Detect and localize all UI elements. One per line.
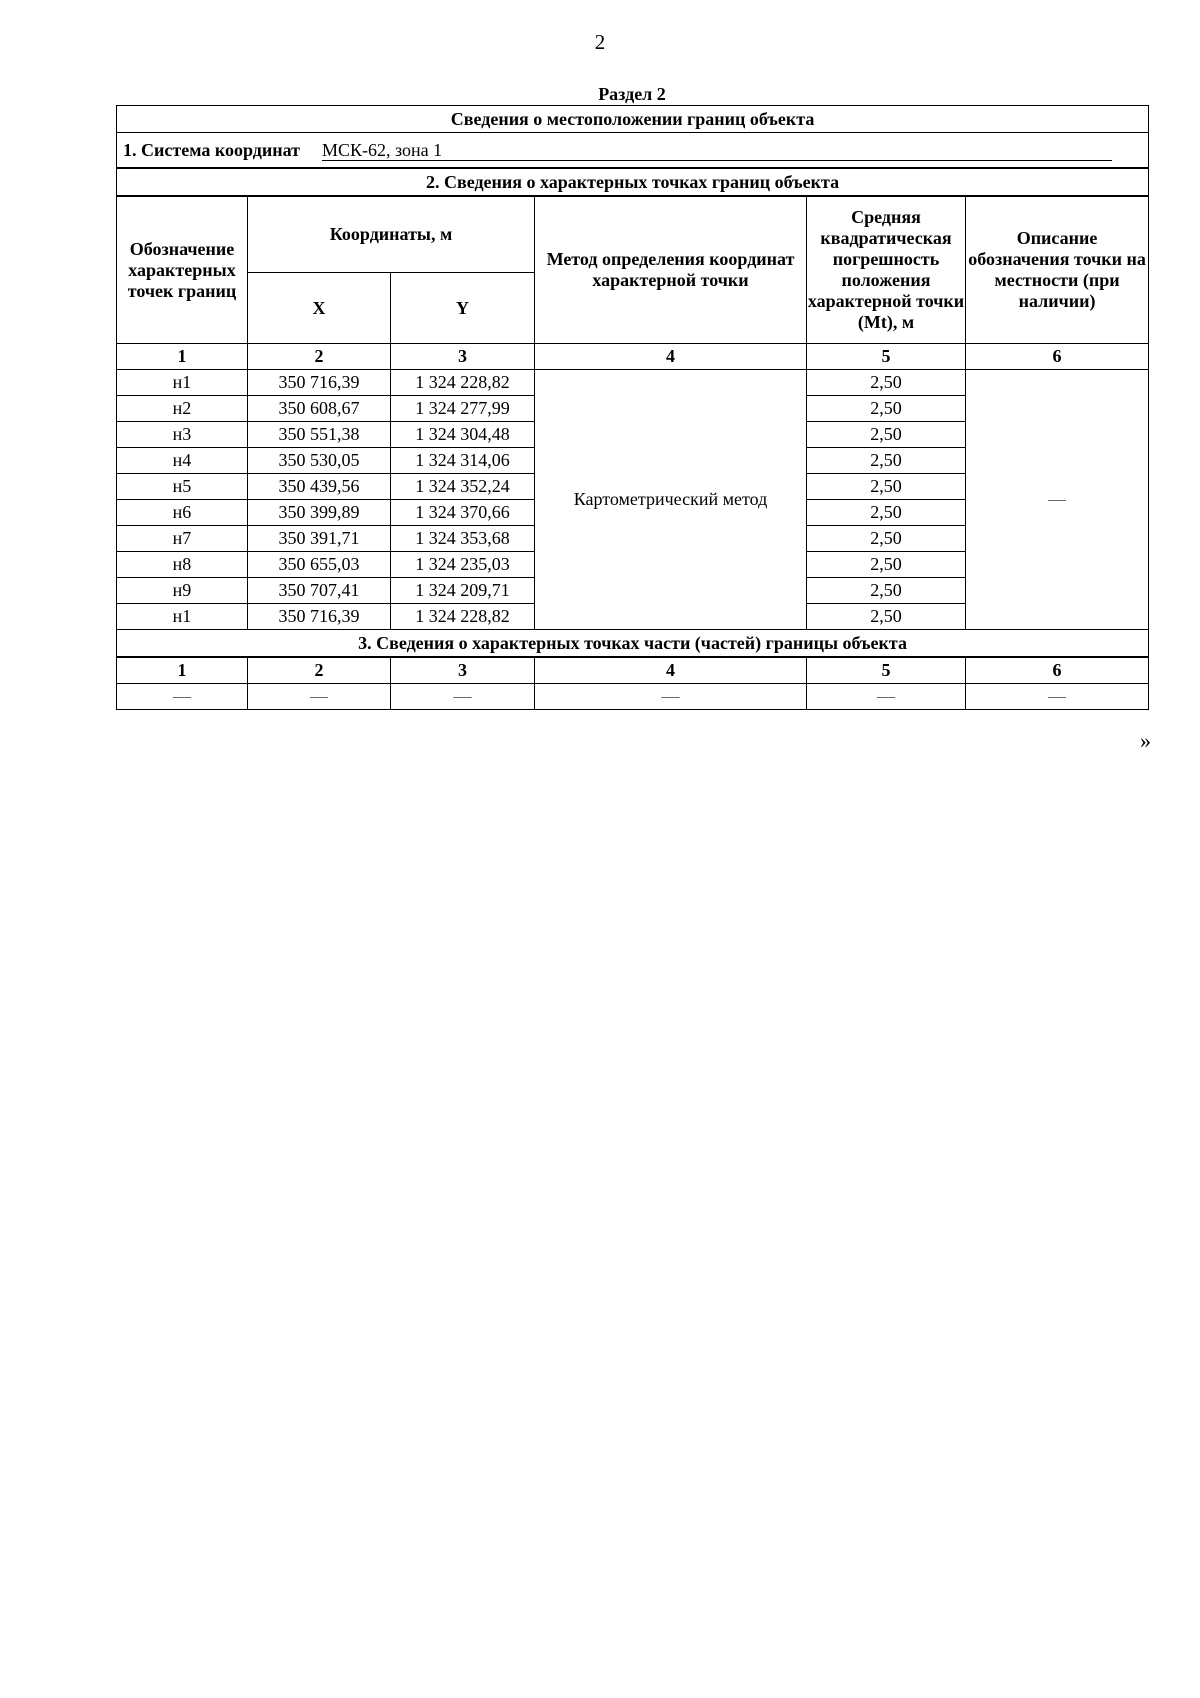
point-mt: 2,50 — [807, 604, 966, 630]
header-description: Описание обозначения точки на местности (при наличии) — [966, 196, 1149, 344]
point-y: 1 324 370,66 — [391, 500, 535, 526]
page-number: 2 — [594, 30, 606, 54]
header-method: Метод определения координат характерной точки — [535, 196, 807, 344]
section2-title: 2. Сведения о характерных точках границ объекта — [117, 168, 1149, 196]
point-x: 350 655,03 — [248, 552, 391, 578]
point-mt: 2,50 — [807, 370, 966, 396]
section3-cell: — — [117, 684, 248, 710]
boundary-table — [116, 105, 1149, 710]
point-mt: 2,50 — [807, 422, 966, 448]
point-y: 1 324 304,48 — [391, 422, 535, 448]
point-x: 350 399,89 — [248, 500, 391, 526]
column-number: 1 — [117, 344, 248, 370]
point-y: 1 324 228,82 — [391, 604, 535, 630]
point-x: 350 551,38 — [248, 422, 391, 448]
point-y: 1 324 228,82 — [391, 370, 535, 396]
column-number: 3 — [391, 657, 535, 684]
point-mt: 2,50 — [807, 448, 966, 474]
point-y: 1 324 209,71 — [391, 578, 535, 604]
column-number: 1 — [117, 657, 248, 684]
column-numbers-row-2 — [117, 657, 1149, 684]
point-x: 350 391,71 — [248, 526, 391, 552]
column-number: 5 — [807, 657, 966, 684]
column-number: 6 — [966, 657, 1149, 684]
table-row — [117, 370, 1149, 396]
column-numbers-row — [117, 344, 1149, 370]
column-number: 5 — [807, 344, 966, 370]
section3-cell: — — [535, 684, 807, 710]
section3-empty-row — [117, 684, 1149, 710]
point-name: н1 — [117, 604, 248, 630]
point-y: 1 324 352,24 — [391, 474, 535, 500]
point-mt: 2,50 — [807, 396, 966, 422]
point-mt: 2,50 — [807, 474, 966, 500]
coord-system-row — [117, 133, 1149, 169]
point-y: 1 324 277,99 — [391, 396, 535, 422]
point-mt: 2,50 — [807, 552, 966, 578]
section3-cell: — — [248, 684, 391, 710]
coord-system-value: МСК-62, зона 1 — [322, 140, 1112, 161]
section-title: Раздел 2 — [598, 84, 666, 104]
section3-title: 3. Сведения о характерных точках части (частей) границы объекта — [117, 630, 1149, 658]
header-x: X — [248, 273, 391, 344]
method-cell: Картометрический метод — [535, 370, 807, 630]
column-number: 6 — [966, 344, 1149, 370]
section3-cell: — — [807, 684, 966, 710]
column-number: 4 — [535, 657, 807, 684]
point-x: 350 707,41 — [248, 578, 391, 604]
column-number: 2 — [248, 344, 391, 370]
point-name: н9 — [117, 578, 248, 604]
header-error: Средняя квадратическая погрешность положения характерной точки (Mt), м — [807, 196, 966, 344]
point-name: н2 — [117, 396, 248, 422]
point-name: н5 — [117, 474, 248, 500]
header-designation: Обозначение характерных точек границ — [117, 196, 248, 344]
column-number: 4 — [535, 344, 807, 370]
table-title: Сведения о местоположении границ объекта — [117, 106, 1149, 133]
point-name: н4 — [117, 448, 248, 474]
column-number: 3 — [391, 344, 535, 370]
point-name: н1 — [117, 370, 248, 396]
point-name: н7 — [117, 526, 248, 552]
description-cell: — — [966, 370, 1149, 630]
point-y: 1 324 235,03 — [391, 552, 535, 578]
point-x: 350 716,39 — [248, 370, 391, 396]
point-y: 1 324 314,06 — [391, 448, 535, 474]
coord-system-label: 1. Система координат — [123, 139, 300, 160]
point-name: н6 — [117, 500, 248, 526]
point-name: н3 — [117, 422, 248, 448]
point-mt: 2,50 — [807, 526, 966, 552]
column-number: 2 — [248, 657, 391, 684]
point-y: 1 324 353,68 — [391, 526, 535, 552]
point-x: 350 608,67 — [248, 396, 391, 422]
closing-quote: » — [1140, 728, 1151, 753]
point-x: 350 439,56 — [248, 474, 391, 500]
section3-cell: — — [391, 684, 535, 710]
point-x: 350 716,39 — [248, 604, 391, 630]
header-y: Y — [391, 273, 535, 344]
point-x: 350 530,05 — [248, 448, 391, 474]
section3-cell: — — [966, 684, 1149, 710]
point-mt: 2,50 — [807, 578, 966, 604]
point-mt: 2,50 — [807, 500, 966, 526]
header-coords: Координаты, м — [248, 196, 535, 273]
point-name: н8 — [117, 552, 248, 578]
